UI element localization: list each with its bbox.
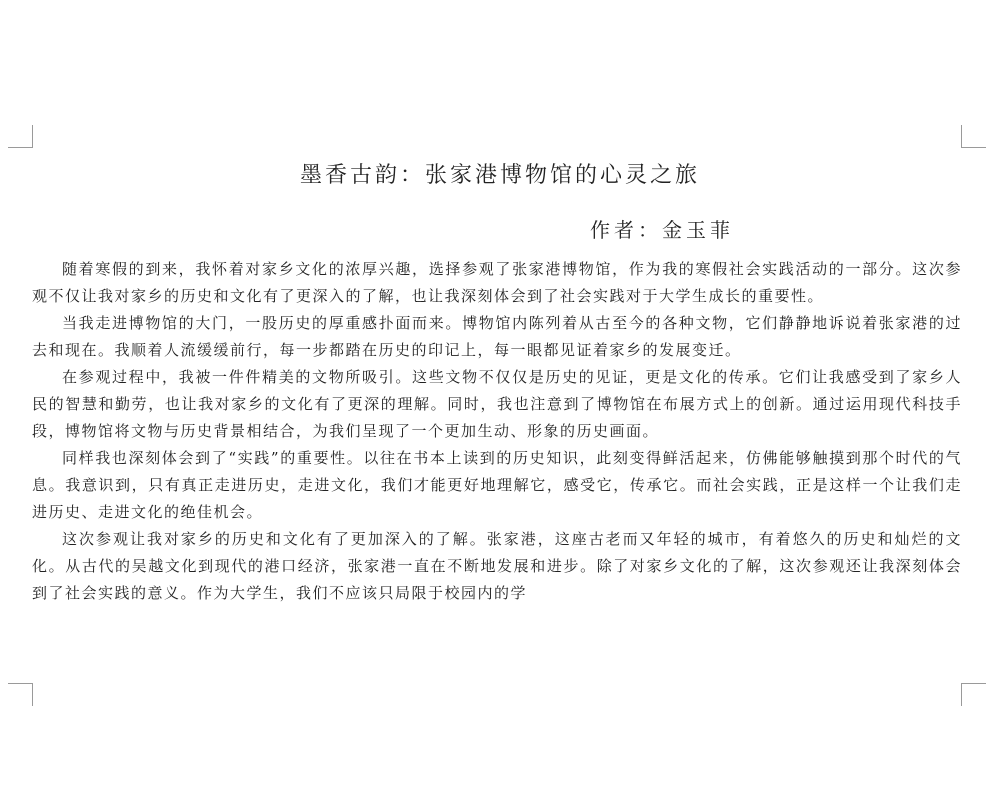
paragraph-1: 随着寒假的到来，我怀着对家乡文化的浓厚兴趣，选择参观了张家港博物馆，作为我的寒假社会实践活动的一部分。这次参观不仅让我对家乡的历史和文化有了更深入的了解，也让我深刻体会到了社会实践对于大学生成长的重要性。 [32,260,962,305]
paragraph-2: 当我走进博物馆的大门，一股历史的厚重感扑面而来。博物馆内陈列着从古至今的各种文物，它们静静地诉说着张家港的过去和现在。我顺着人流缓缓前行，每一步都踏在历史的印记上，每一眼都见证着家乡的发展变迁。 [32,314,962,359]
document-body [32,256,962,676]
document-author: 作者：金玉菲 [590,218,734,242]
paragraph-5: 这次参观让我对家乡的历史和文化有了更加深入的了解。张家港，这座古老而又年轻的城市，有着悠久的历史和灿烂的文化。从古代的吴越文化到现代的港口经济，张家港一直在不断地发展和进步。除了对家乡文化的了解，这次参观还让我深刻体会到了社会实践的意义。作为大学生，我们不应该只局限于校园内的学 [32,530,962,602]
crop-mark-bottom-left [8,683,33,706]
document-title: 墨香古韵：张家港博物馆的心灵之旅 [299,163,700,188]
crop-mark-top-right [961,125,986,148]
paragraph-4: 同样我也深刻体会到了“实践”的重要性。以往在书本上读到的历史知识，此刻变得鲜活起来，仿佛能够触摸到那个时代的气息。我意识到，只有真正走进历史，走进文化，我们才能更好地理解它，感受它，传承它。而社会实践，正是这样一个让我们走进历史、走进文化的绝佳机会。 [32,449,962,521]
crop-mark-bottom-right [961,683,986,706]
crop-mark-top-left [8,125,33,148]
paragraph-3: 在参观过程中，我被一件件精美的文物所吸引。这些文物不仅仅是历史的见证，更是文化的传承。它们让我感受到了家乡人民的智慧和勤劳，也让我对家乡的文化有了更深的理解。同时，我也注意到了博物馆在布展方式上的创新。通过运用现代科技手段，博物馆将文物与历史背景相结合，为我们呈现了一个更加生动、形象的历史画面。 [32,368,962,440]
